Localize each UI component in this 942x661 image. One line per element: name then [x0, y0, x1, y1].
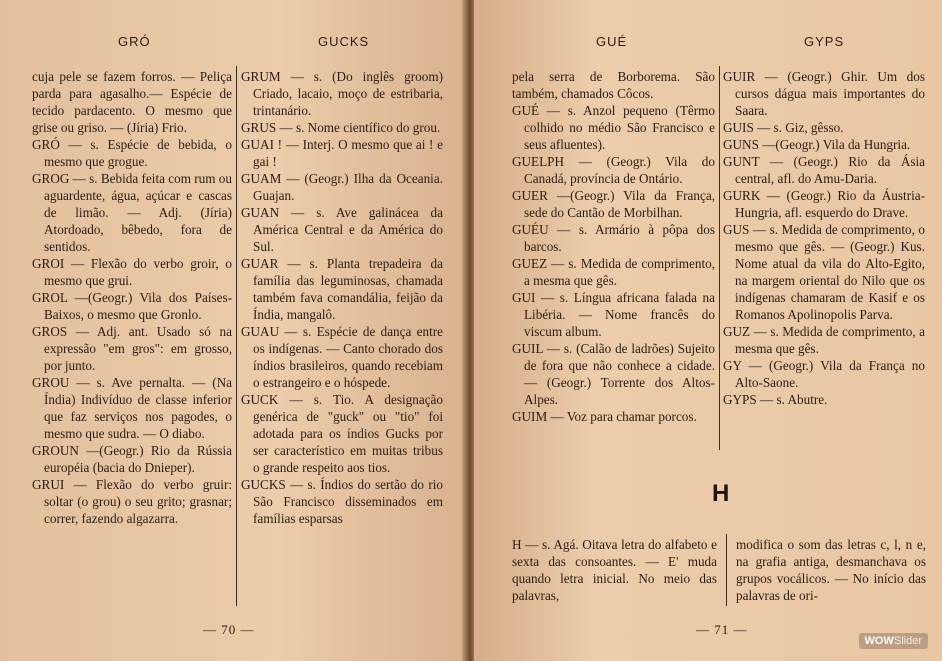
dictionary-entry: GUCK — s. Tio. A designação genérica de "guck" ou "tio" foi adotada para os índios Gucks por ser característico em muitas tribus o grande respeito aos tios.	[241, 392, 443, 475]
dictionary-entry: GROI — Flexão do verbo groir, o mesmo que grui.	[32, 256, 232, 288]
dictionary-entry: GUEZ — s. Medida de comprimento, a mesma que gês.	[512, 256, 715, 288]
page-number-70: — 70 —	[203, 622, 255, 637]
left-header-last: GUCKS	[318, 34, 370, 49]
dictionary-entry: GUCKS — s. Índios do sertão do rio São Francisco disseminados em famílias esparsas	[241, 477, 443, 526]
dictionary-entry: GUI — s. Língua africana falada na Libéria. — Nome francês do viscum album.	[512, 290, 715, 339]
dictionary-entry: GROUN —(Geogr.) Rio da Rússia européia (bacia do Dnieper).	[32, 443, 232, 475]
dictionary-entry: GUZ — s. Medida de comprimento, a mesma que gês.	[723, 324, 925, 356]
wowslider-watermark: WOWSlider	[859, 633, 928, 649]
bottom-column-2	[736, 536, 926, 604]
dictionary-entry: GROG — s. Bebida feita com rum ou aguardente, água, açúcar e cascas de limão. — Adj. (Jíria) Atordoado, bêbedo, fora de sentidos.	[32, 171, 232, 254]
right-page	[474, 0, 942, 661]
left-header-first: GRÓ	[118, 34, 151, 49]
left-page	[0, 0, 466, 661]
dictionary-entry: GUIS — s. Giz, gêsso.	[723, 120, 844, 135]
dictionary-entry: GRÓ — s. Espécie de bebida, o mesmo que grogue.	[32, 137, 232, 169]
dictionary-entry: GUNT — (Geogr.) Rio da Ásia central, afl. do Amu-Daria.	[723, 154, 925, 186]
dictionary-entry: GUAR — s. Planta trepadeira da família das leguminosas, chamada também fava comandália, feijão da Índia, mangalô.	[241, 256, 443, 322]
right-column-1	[512, 68, 715, 425]
dictionary-entry: GUAI ! — Interj. O mesmo que ai ! e gai !	[241, 137, 443, 169]
column-divider-bottom	[726, 534, 727, 606]
column-divider	[719, 66, 720, 450]
dictionary-entry: cuja pele se fazem forros. — Peliça parda para agasalho.— Espécie de tecido pardacento. O mesmo que grise ou griso. — (Jíria) Frio.	[32, 69, 232, 135]
dictionary-entry: GROU — s. Ave pernalta. — (Na Índia) Indivíduo de classe inferior que faz serviços nos pagodes, o mesmo que sudra. — O diabo.	[32, 375, 232, 441]
dictionary-entry: GUIM — Voz para chamar porcos.	[512, 409, 697, 424]
right-column-2	[723, 68, 925, 408]
left-column-1	[32, 68, 232, 527]
right-header-first: GUÉ	[596, 34, 628, 49]
dictionary-entry: GUIL — s. (Calão de ladrões) Sujeito de fora que não conhece a cidade. — (Geogr.) Torrente dos Altos-Alpes.	[512, 341, 715, 407]
dictionary-entry: GUNS —(Geogr.) Vila da Hungria.	[723, 137, 911, 152]
dictionary-entry: GURK — (Geogr.) Rio da Áustria-Hungria, afl. esquerdo do Drave.	[723, 188, 925, 220]
dictionary-entry: GRUI — Flexão do verbo gruir: soltar (o grou) o seu grito; grasnar; correr, fazendo algazarra.	[32, 477, 232, 526]
bottom-column-1	[512, 536, 717, 604]
right-header-last: GYPS	[804, 34, 845, 49]
dictionary-entry: GUIR — (Geogr.) Ghir. Um dos cursos dágua mais importantes do Saara.	[723, 69, 925, 118]
dictionary-entry: GUER —(Geogr.) Vila da França, sede do Cantão de Morbilhan.	[512, 188, 715, 220]
dictionary-entry: GUAN — s. Ave galinácea da América Central e da América do Sul.	[241, 205, 443, 254]
page-number-71: — 71 —	[696, 622, 748, 637]
column-divider	[236, 66, 237, 606]
dictionary-entry: GRUM — s. (Do inglês groom) Criado, lacaio, moço de estribaria, trintanário.	[241, 69, 443, 118]
dictionary-entry: GUÉ — s. Anzol pequeno (Têrmo colhido no médio São Francisco e seus afluentes).	[512, 103, 715, 152]
dictionary-entry: GUAM — (Geogr.) Ilha da Oceania. Guajan.	[241, 171, 443, 203]
dictionary-entry: GUÉU — s. Armário à pôpa dos barcos.	[512, 222, 715, 254]
dictionary-entry: GUAU — s. Espécie de dança entre os indígenas. — Canto chorado dos índios brasileiros, quando recebiam o estrangeiro e o hóspede.	[241, 324, 443, 390]
dictionary-entry: GROS — Adj. ant. Usado só na expressão "em gros": em grosso, por junto.	[32, 324, 232, 373]
dictionary-entry: pela serra de Borborema. São também, chamados Côcos.	[512, 69, 715, 101]
dictionary-entry: GROL —(Geogr.) Vila dos Países-Baixos, o mesmo que Gronlo.	[32, 290, 232, 322]
dictionary-entry: GRUS — s. Nome científico do grou.	[241, 120, 441, 135]
dictionary-entry: GUS — s. Medida de comprimento, o mesmo que gês. — (Geogr.) Kus. Nome atual da vila do Alto-Egito, na margem oriental do Nilo que os indígenas chamaram de Kasif e os Romanos Apolinopolis Parva.	[723, 222, 925, 322]
dictionary-entry: GUELPH — (Geogr.) Vila do Canadá, província de Ontário.	[512, 154, 715, 186]
entry-h-start: H — s. Agá. Oitava letra do alfabeto e sexta das consoantes. — E' muda quando letra inicial. No meio das palavras,	[512, 537, 717, 603]
section-letter: H	[712, 480, 730, 507]
entry-h-cont: modifica o som das letras c, l, n e, na grafia antiga, desmanchava os grupos vocálicos. — No início das palavras de ori-	[736, 537, 926, 603]
dictionary-entry: GYPS — s. Abutre.	[723, 392, 828, 407]
left-column-2	[241, 68, 443, 527]
dictionary-entry: GY — (Geogr.) Vila da França no Alto-Saone.	[723, 358, 925, 390]
